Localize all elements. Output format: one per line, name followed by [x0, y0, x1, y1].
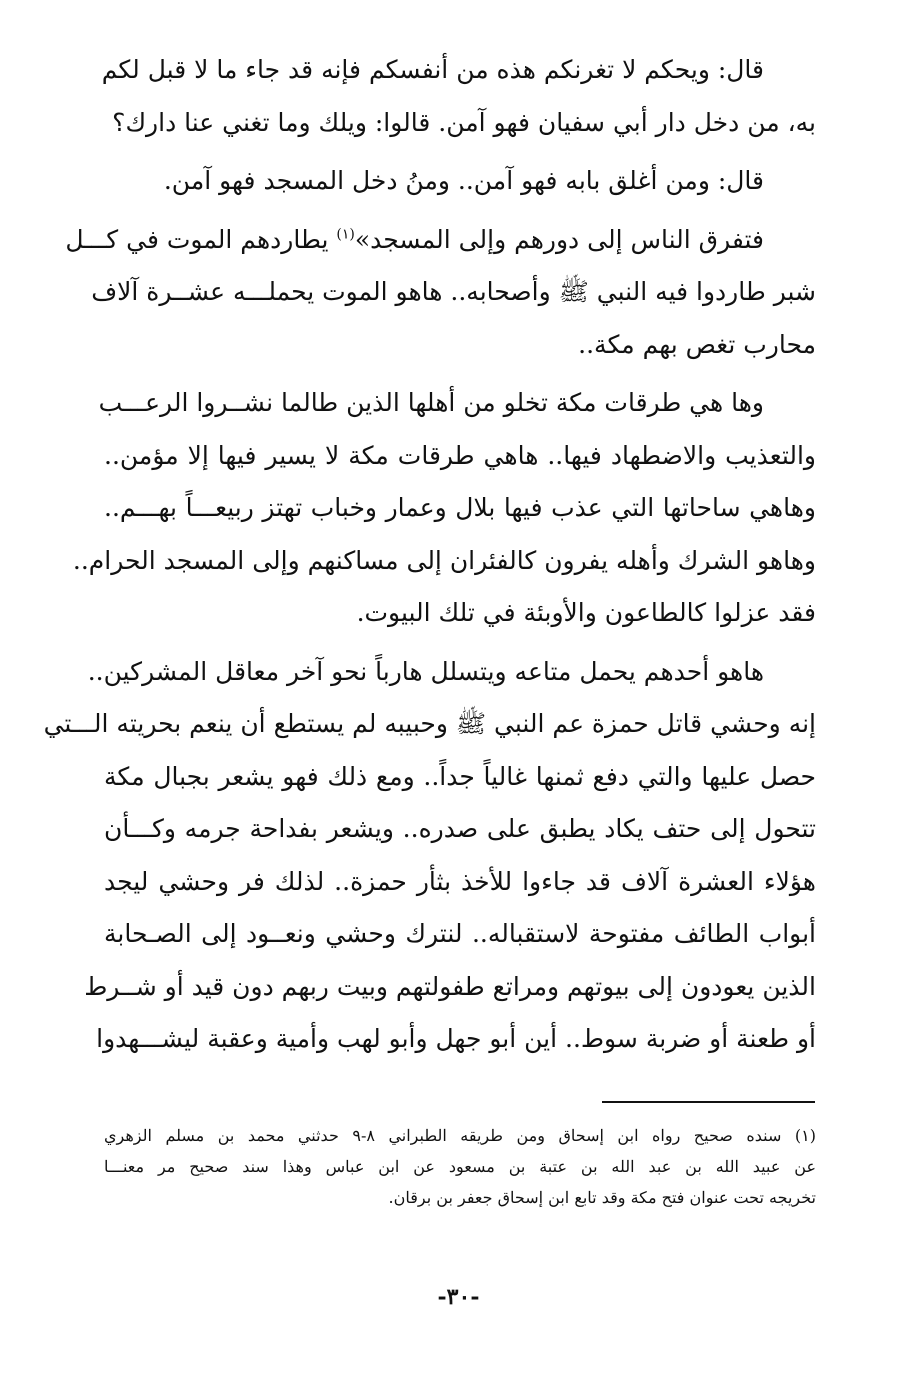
paragraph-4-line-5: فقد عزلوا كالطاعون والأوبئة في تلك البيوت. — [356, 598, 816, 627]
paragraph-4-line-1: وها هي طرقات مكة تخلو من أهلها الذين طالما نشــروا الرعـــب — [98, 388, 764, 417]
paragraph-5-line-1: هاهو أحدهم يحمل متاعه ويتسلل هارباً نحو آخر معاقل المشركين.. — [87, 656, 764, 686]
paragraph-5-line-7: الذين يعودون إلى بيوتهم ومراتع طفولتهم وبيت ربهم دون قيد أو شــرط — [84, 971, 816, 1001]
footnote — [104, 1120, 816, 1213]
paragraph-5-line-8: أو طعنة أو ضربة سوط.. أين أبو جهل وأبو لهب وأمية وعقبة ليشـــهدوا — [96, 1024, 816, 1053]
paragraph-3-line-3: محارب تغص بهم مكة.. — [578, 329, 816, 359]
paragraph-1-line-2: به، من دخل دار أبي سفيان فهو آمن. قالوا: ويلك وما تغني عنا دارك؟ — [112, 107, 816, 137]
footnote-line-3: تخريجه تحت عنوان فتح مكة وقد تابع ابن إسحاق جعفر بن برقان. — [388, 1188, 816, 1207]
paragraph-4-line-3: وهاهي ساحاتها التي عذب فيها بلال وعمار وخباب تهتز ربيعـــاً بهـــم.. — [104, 493, 816, 522]
footnote-reference: (١) — [336, 226, 355, 243]
paragraph-1-line-1: قال: ويحكم لا تغرنكم هذه من أنفسكم فإنه قد جاء ما لا قبل لكم — [101, 55, 764, 84]
footnote-line-1: (١) سنده صحيح رواه ابن إسحاق ومن طريقه الطبراني ٨-٩ حدثني محمد بن مسلم الزهري — [104, 1126, 816, 1145]
paragraph-5-line-3: حصل عليها والتي دفع ثمنها غالياً جداً.. ومع ذلك فهو يشعر بجبال مكة — [104, 761, 816, 791]
paragraph-3-line-1-end: يطاردهم الموت في كـــل — [65, 224, 337, 254]
footnote-line-2: عن عبيد الله بن عبد الله بن عتبة بن مسعود عن ابن عباس وهذا سند صحيح مر معنـــا — [104, 1157, 816, 1176]
paragraph-4-line-4: وهاهو الشرك وأهله يفرون كالفئران إلى مساكنهم وإلى المسجد الحرام.. — [72, 545, 816, 575]
paragraph-5-line-4: تتحول إلى حتف يكاد يطبق على صدره.. ويشعر بفداحة جرمه وكـــأن — [104, 814, 816, 843]
page-number: -٣٠- — [437, 1284, 480, 1310]
paragraph-3-line-1-start: فتفرق الناس إلى دورهم وإلى المسجد» — [354, 224, 764, 254]
main-text — [43, 44, 816, 1066]
paragraph-5-line-5: هؤلاء العشرة آلاف قد جاءوا للأخذ بثأر حمزة.. لذلك فر وحشي ليجد — [104, 866, 816, 896]
paragraph-5-line-2: إنه وحشي قاتل حمزة عم النبي ﷺ وحبيبه لم يستطع أن ينعم بحريته الـــتي — [43, 709, 816, 738]
paragraph-3-line-2: شبر طاردوا فيه النبي ﷺ وأصحابه.. هاهو الموت يحملـــه عشــرة آلاف — [91, 277, 816, 306]
paragraph-5-line-6: أبواب الطائف مفتوحة لاستقباله.. لنترك وحشي ونعــود إلى الصـحابة — [104, 919, 816, 948]
paragraph-4-line-2: والتعذيب والاضطهاد فيها.. هاهي طرقات مكة لا يسير فيها إلا مؤمن.. — [104, 440, 816, 470]
footnote-separator — [602, 1101, 815, 1103]
paragraph-3-line-1 — [65, 214, 816, 267]
paragraph-2-line-1: قال: ومن أغلق بابه فهو آمن.. ومنُ دخل المسجد فهو آمن. — [163, 166, 764, 195]
